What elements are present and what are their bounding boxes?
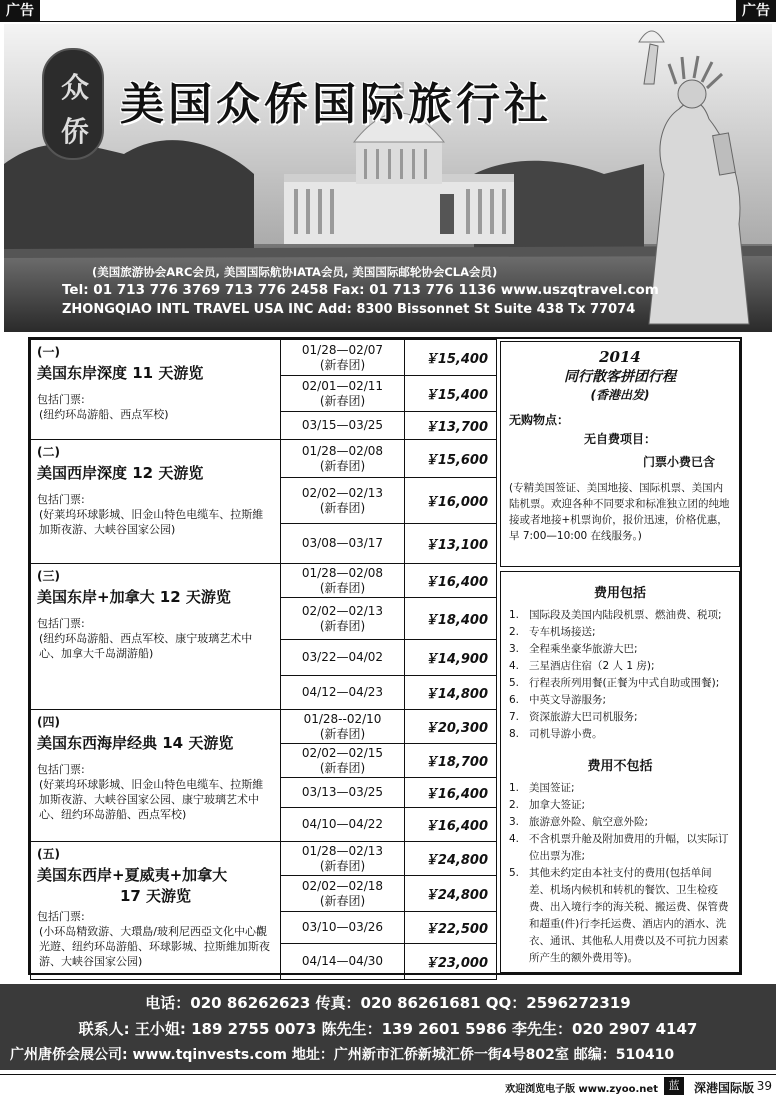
table-row	[31, 710, 497, 744]
item-text: 专车机场接送;	[529, 626, 596, 638]
tour-number: (二)	[37, 445, 60, 459]
ad-tag-left: 广告	[0, 0, 40, 22]
list-item	[509, 607, 731, 624]
date-range: 02/01—02/11	[301, 378, 384, 393]
departure-date	[281, 564, 405, 598]
date-range: 01/28—02/08	[301, 565, 384, 580]
item-number: 3.	[509, 816, 520, 828]
date-range: 01/28—02/07	[301, 342, 384, 357]
tour-info	[31, 440, 281, 564]
site-link-text: 欢迎浏览电子版 www.zyoo.net	[505, 1084, 658, 1095]
date-range: 03/08—03/17	[301, 536, 384, 550]
agency-title: 美国众侨国际旅行社	[120, 79, 552, 130]
tour-name: 美国西岸深度 12 天游览	[37, 464, 204, 482]
item-number: 2.	[509, 799, 520, 811]
fees-included-list	[509, 607, 731, 743]
tours-table	[30, 339, 497, 980]
tour-price: ￥15,400	[405, 376, 497, 412]
date-range: 03/15—03/25	[301, 418, 384, 432]
contact-footer	[0, 984, 776, 1070]
item-text: 全程乘坐豪华旅游大巴;	[529, 643, 638, 655]
item-number: 7.	[509, 711, 520, 723]
item-number: 3.	[509, 643, 520, 655]
tickets-label: 包括门票:	[37, 493, 85, 506]
tickets-list: (纽约环岛游船、西点军校、康宁玻璃艺术中心、加拿大千岛湖游船)	[39, 632, 253, 660]
date-range: 02/02—02/18	[301, 878, 384, 893]
publication-logo-icon: 蓝	[664, 1077, 684, 1095]
tour-price: ￥24,800	[405, 876, 497, 912]
tour-number: (四)	[37, 715, 60, 729]
tickets-list: (好莱坞环球影城、旧金山特色电缆车、拉斯維加斯夜游、大峡谷国家公园)	[39, 508, 264, 536]
tour-price: ￥23,000	[405, 944, 497, 980]
item-text: 旅游意外险、航空意外险;	[529, 816, 649, 828]
departure-date	[281, 842, 405, 876]
departure-date	[281, 944, 405, 980]
tour-price: ￥20,300	[405, 710, 497, 744]
date-range: 01/28—02/13	[301, 843, 384, 858]
item-text: 不含机票升舱及附加费用的升幅，以实际订位出票为准;	[529, 833, 729, 862]
list-item	[509, 780, 731, 797]
date-note: (新春团)	[319, 858, 366, 873]
tour-price: ￥22,500	[405, 912, 497, 944]
tour-name: 美国东岸深度 11 天游览	[37, 364, 204, 382]
item-number: 5.	[509, 677, 520, 689]
departure-date	[281, 710, 405, 744]
departure-date	[281, 440, 405, 478]
tour-info	[31, 340, 281, 440]
date-range: 01/28—02/08	[301, 443, 384, 458]
item-text: 美国签证;	[529, 782, 575, 794]
departure-date	[281, 744, 405, 778]
item-text: 其他未约定由本社支付的费用(包括单间差、机场内候机和转机的餐饮、卫生检疫费、出入境行李的海关税、搬运费、保管费和超重(件)行李托运费、酒店内的酒水、洗衣、通讯、其他私人用费以及不可抗力因素所产生的额外费用等)。	[529, 867, 729, 964]
banner-contact-line: Tel: 01 713 776 3769 713 776 2458 Fax: 01 713 776 1136 www.uszqtravel.com	[62, 282, 659, 298]
item-number: 1.	[509, 782, 520, 794]
departure-date	[281, 376, 405, 412]
item-number: 1.	[509, 609, 520, 621]
tour-price: ￥16,400	[405, 778, 497, 808]
date-range: 04/10—04/22	[301, 817, 384, 831]
date-range: 02/02—02/13	[301, 485, 384, 500]
fees-included-note: 门票小费已含	[642, 455, 715, 469]
table-row	[31, 440, 497, 478]
item-number: 2.	[509, 626, 520, 638]
tour-price: ￥16,400	[405, 564, 497, 598]
date-note: (新春团)	[319, 580, 366, 595]
departure-date	[281, 640, 405, 676]
item-text: 资深旅游大巴司机服务;	[529, 711, 638, 723]
no-shopping-note: 无购物点：	[509, 413, 570, 427]
tickets-label: 包括门票:	[37, 763, 85, 776]
itinerary-subtitle: 同行散客拼团行程	[564, 369, 676, 385]
itinerary-box	[500, 341, 740, 567]
item-text: 中英文导游服务;	[529, 694, 607, 706]
departure-date	[281, 808, 405, 842]
tickets-list: (好莱坞环球影城、旧金山特色电缆车、拉斯維加斯夜游、大峡谷国家公园、康宁玻璃艺术中心、纽约环岛游船、西点军校)	[39, 778, 264, 821]
tour-price: ￥16,000	[405, 478, 497, 524]
date-note: (新春团)	[319, 760, 366, 775]
list-item	[509, 658, 731, 675]
page-number: 39	[756, 1079, 772, 1093]
footer-address-line: 广州唐侨会展公司: www.tqinvests.com 地址：广州新市汇侨新城汇侨一街4号802室 邮编：510410	[10, 1047, 675, 1063]
list-item	[509, 675, 731, 692]
item-number: 4.	[509, 660, 520, 672]
tickets-label: 包括门票:	[37, 910, 85, 923]
company-logo	[42, 48, 104, 160]
list-item	[509, 865, 731, 967]
tickets-list: (纽约环岛游船、西点军校)	[39, 408, 169, 421]
tour-info	[31, 842, 281, 980]
info-sidebar	[500, 341, 740, 977]
item-text: 国际段及美国内陆段机票、燃油费、税项;	[529, 609, 722, 621]
departure-date	[281, 912, 405, 944]
item-number: 8.	[509, 728, 520, 740]
item-text: 三星酒店住宿（2 人 1 房);	[529, 660, 655, 672]
date-note: (新春团)	[319, 500, 366, 515]
item-number: 6.	[509, 694, 520, 706]
date-range: 02/02—02/15	[301, 745, 384, 760]
date-note: (新春团)	[319, 393, 366, 408]
departure-date	[281, 478, 405, 524]
departure-date	[281, 524, 405, 564]
fees-excluded-title: 费用不包括	[587, 759, 653, 774]
list-item	[509, 641, 731, 658]
tour-info	[31, 710, 281, 842]
date-range: 03/13—03/25	[301, 785, 384, 799]
tour-price: ￥18,400	[405, 598, 497, 640]
departure-date	[281, 598, 405, 640]
page-footer-strip	[0, 1072, 776, 1100]
itinerary-year: 2014	[599, 348, 641, 366]
membership-line: (美国旅游协会ARC会员, 美国国际航协IATA会员, 美国国际邮轮协会CLA会员)	[92, 265, 498, 279]
list-item	[509, 797, 731, 814]
date-range: 04/12—04/23	[301, 685, 384, 699]
list-item	[509, 726, 731, 743]
footer-contacts-line: 联系人: 王小姐: 189 2755 0073 陈先生：139 2601 5986 李先生：020 2907 4147	[78, 1020, 698, 1038]
banner-address-line: ZHONGQIAO INTL TRAVEL USA INC Add: 8300 Bissonnet St Suite 438 Tx 77074	[62, 302, 636, 317]
tour-number: (三)	[37, 569, 60, 583]
departure-date	[281, 412, 405, 440]
date-note: (新春团)	[319, 458, 366, 473]
departure-date	[281, 778, 405, 808]
item-text: 行程表所列用餐(正餐为中式自助或围餐);	[529, 677, 720, 689]
tour-listing	[28, 337, 742, 975]
tour-number: (五)	[37, 847, 60, 861]
tour-name: 美国东西海岸经典 14 天游览	[37, 734, 234, 752]
tour-price: ￥18,700	[405, 744, 497, 778]
footer-rule	[0, 1074, 776, 1075]
edition-label: 深港国际版	[693, 1081, 754, 1095]
table-row	[31, 842, 497, 876]
tickets-label: 包括门票:	[37, 617, 85, 630]
date-note: (新春团)	[319, 893, 366, 908]
tour-name: 美国东岸+加拿大 12 天游览	[37, 588, 231, 606]
tour-name: 美国东西岸+夏威夷+加拿大	[37, 866, 228, 884]
service-notice: (专精美国签证、美国地接、国际机票、美国内陆机票。欢迎各种不同要求和标准独立团的纯地接或者地接+机票询价，报价迅速，价格优惠，早 7:00—10:00 在线服务。)	[509, 482, 730, 542]
list-item	[509, 624, 731, 641]
list-item	[509, 831, 731, 865]
table-row	[31, 564, 497, 598]
no-optional-note: 无自费项目：	[583, 432, 656, 446]
tour-price: ￥24,800	[405, 842, 497, 876]
date-range: 02/02—02/13	[301, 603, 384, 618]
date-note: (新春团)	[319, 726, 366, 741]
ad-tag-right: 广告	[736, 0, 776, 22]
tour-price: ￥14,800	[405, 676, 497, 710]
date-note: (新春团)	[319, 618, 366, 633]
logo-glyph-top: 众	[60, 71, 89, 104]
top-rule	[40, 21, 736, 22]
departure-date	[281, 876, 405, 912]
header-banner	[4, 24, 772, 332]
fees-box	[500, 571, 740, 973]
tour-price: ￥13,700	[405, 412, 497, 440]
item-number: 4.	[509, 833, 520, 845]
tour-price: ￥15,400	[405, 340, 497, 376]
date-range: 03/10—03/26	[301, 920, 384, 934]
tickets-label: 包括门票:	[37, 393, 85, 406]
tour-price: ￥15,600	[405, 440, 497, 478]
date-range: 01/28--02/10	[303, 711, 382, 726]
item-number: 5.	[509, 867, 520, 879]
footer-phone-line: 电话：020 86262623 传真：020 86261681 QQ：2596272319	[145, 994, 631, 1012]
tour-number: (一)	[37, 345, 60, 359]
table-row	[31, 340, 497, 376]
fees-excluded-list	[509, 780, 731, 967]
date-note: (新春团)	[319, 357, 366, 372]
item-text: 司机导游小费。	[529, 728, 603, 740]
departure-date	[281, 340, 405, 376]
tour-name-line2: 17 天游览	[119, 887, 192, 905]
itinerary-departure: (香港出发)	[590, 388, 650, 402]
date-range: 04/14—04/30	[301, 954, 384, 968]
fees-included-title: 费用包括	[593, 586, 646, 601]
tour-info	[31, 564, 281, 710]
list-item	[509, 692, 731, 709]
date-range: 03/22—04/02	[301, 650, 384, 664]
tickets-list: (小环岛精致游、大環島/玻利尼西亞文化中心觀光遊、纽约环岛游船、环球影城、拉斯維加斯夜游、大峡谷国家公园)	[39, 925, 270, 968]
departure-date	[281, 676, 405, 710]
tour-price: ￥13,100	[405, 524, 497, 564]
tour-price: ￥16,400	[405, 808, 497, 842]
item-text: 加拿大签证;	[529, 799, 586, 811]
list-item	[509, 814, 731, 831]
tour-price: ￥14,900	[405, 640, 497, 676]
list-item	[509, 709, 731, 726]
logo-glyph-bottom: 侨	[60, 115, 89, 148]
